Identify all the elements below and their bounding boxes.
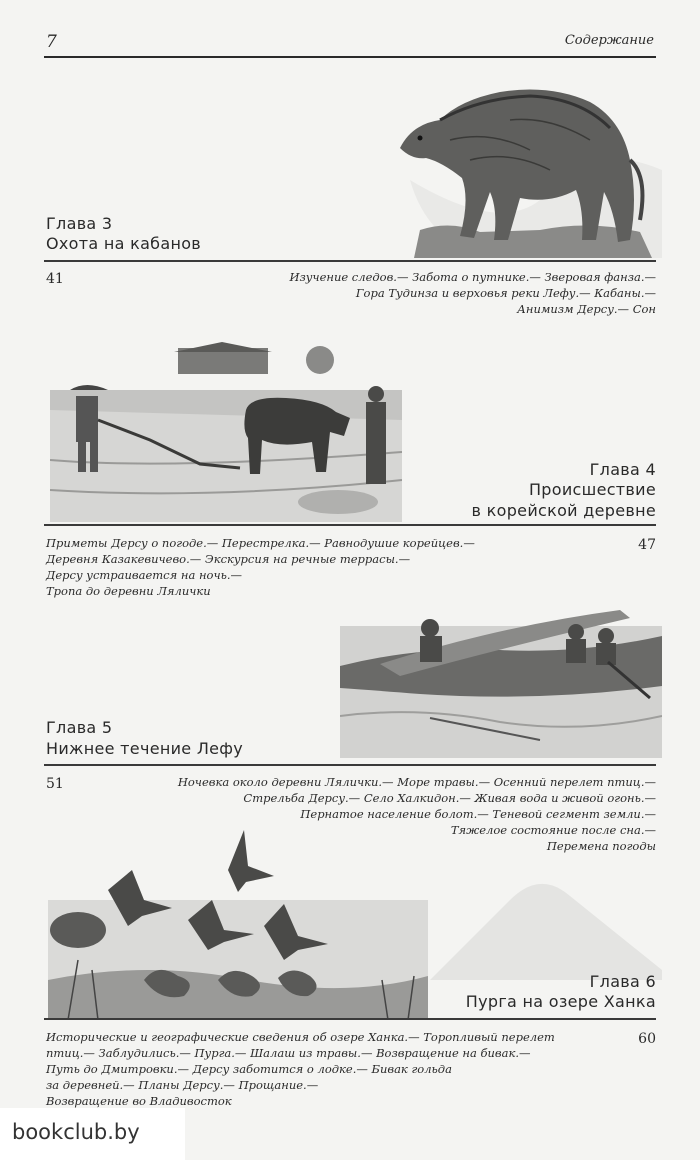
topics-line: за деревней.— Планы Дерсу.— Прощание.— — [46, 1078, 319, 1092]
topics-line: Приметы Дерсу о погоде.— Перестрелка.— Равнодушие корейцев.— — [46, 536, 475, 550]
chapter-5-title — [46, 738, 243, 759]
chapter-4-topics — [46, 535, 475, 599]
topics-line: Анимизм Дерсу.— Сон — [517, 302, 656, 316]
topics-line: Изучение следов.— Забота о путнике.— Зверовая фанза.— — [289, 270, 656, 284]
chapter-5-title-line: Нижнее течение Лефу — [46, 739, 244, 758]
chapter-4-label: Глава 4 — [589, 460, 656, 479]
topics-line: Пернатое население болот.— Теневой сегмент земли.— — [300, 807, 656, 821]
mountain-background — [430, 860, 662, 980]
chapter-5-rule — [44, 764, 656, 766]
boat-illustration — [340, 606, 662, 758]
chapter-6-title — [466, 991, 656, 1012]
chapter-6-rule — [44, 1018, 656, 1020]
chapter-3-label: Глава 3 — [46, 214, 113, 233]
topics-line: Гора Тудинза и верховья реки Лефу.— Кабаны.— — [355, 286, 656, 300]
chapter-3-title-line: Охота на кабанов — [46, 234, 202, 253]
topics-line: Деревня Казакевичево.— Экскурсия на речные террасы.— — [46, 552, 411, 566]
plowing-ox-illustration — [50, 340, 402, 522]
chapter-6-label: Глава 6 — [589, 972, 656, 991]
chapter-6-topics — [46, 1029, 555, 1109]
chapter-3-topics — [150, 269, 656, 317]
header-rule — [44, 56, 656, 58]
chapter-6-title-line: Пурга на озере Ханка — [465, 992, 656, 1011]
topics-line: Стрельба Дерсу.— Село Халкидон.— Живая вода и живой огонь.— — [243, 791, 656, 805]
chapter-3-title — [46, 233, 201, 254]
chapter-4-rule — [44, 524, 656, 526]
topics-line: Возвращение во Владивосток — [46, 1094, 232, 1108]
birds-illustration — [48, 830, 428, 1020]
topics-line: Тропа до деревни Лялички — [46, 584, 211, 598]
topics-line: Тяжелое состояние после сна.— — [450, 823, 656, 837]
chapter-3-page-number: 41 — [46, 271, 64, 287]
chapter-3-rule — [44, 260, 656, 262]
page-number: 7 — [46, 32, 57, 52]
chapter-5-label: Глава 5 — [46, 718, 113, 737]
chapter-4-page-number: 47 — [638, 537, 656, 553]
topics-line: Перемена погоды — [546, 839, 656, 853]
topics-line: Дерсу устраивается на ночь.— — [46, 568, 243, 582]
chapter-4-title-line: в корейской деревне — [471, 501, 656, 520]
boar-illustration — [390, 80, 662, 260]
topics-line: Путь до Дмитровки.— Дерсу заботится о лодке.— Бивак гольда — [46, 1062, 452, 1076]
chapter-6-page-number: 60 — [638, 1031, 656, 1047]
topics-line: Исторические и географические сведения об озере Ханка.— Торопливый перелет — [46, 1030, 555, 1044]
topics-line: Ночевка около деревни Лялички.— Море травы.— Осенний перелет птиц.— — [177, 775, 656, 789]
running-title: Содержание — [564, 33, 654, 48]
chapter-5-page-number: 51 — [46, 776, 64, 792]
topics-line: птиц.— Заблудились.— Пурга.— Шалаш из травы.— Возвращение на бивак.— — [46, 1046, 531, 1060]
chapter-4-title — [472, 479, 656, 521]
site-watermark: bookclub.by — [0, 1108, 185, 1160]
chapter-4-title-line: Происшествие — [528, 480, 656, 499]
